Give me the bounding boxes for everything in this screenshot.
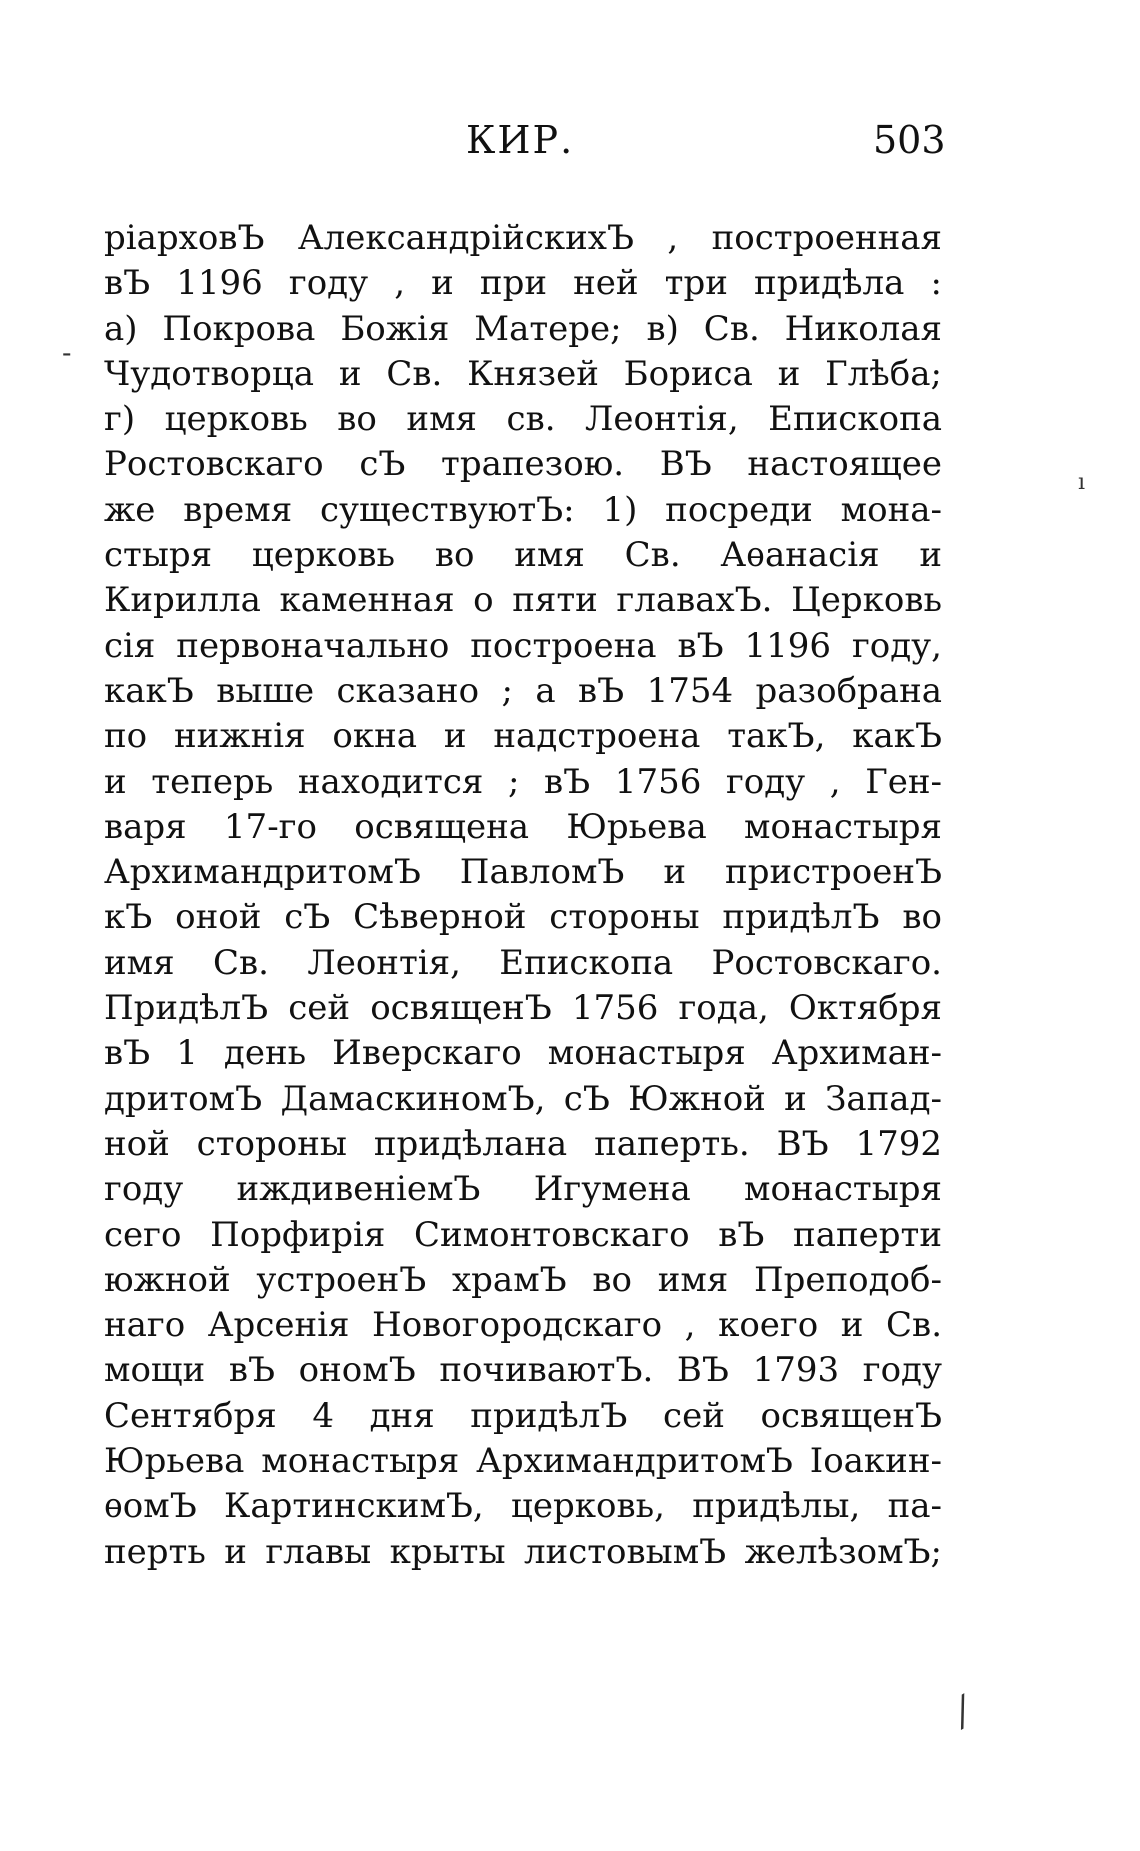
text-line: сего Порфирія Симонтовскаго вЪ паперти	[104, 1214, 942, 1255]
text-line: варя 17-го освящена Юрьева монастыря	[104, 806, 942, 847]
text-line: АрхимандритомЪ ПавломЪ и пристроенЪ	[104, 852, 942, 893]
page-header	[0, 118, 1140, 168]
text-line: по нижнія окна и надстроена такЪ, какЪ	[104, 716, 942, 757]
text-line: ріарховЪ АлександрійскихЪ , построенная	[104, 218, 942, 258]
text-line: Чудотворца и Св. Князей Бориса и Глѣба;	[104, 353, 942, 394]
text-line: наго Арсенія Новогородскаго , коего и Св.	[104, 1305, 942, 1346]
text-line: мощи вЪ ономЪ почиваютЪ. ВЪ 1793 году	[104, 1350, 942, 1391]
text-line: а) Покрова Божія Матере; в) Св. Николая	[104, 308, 942, 349]
margin-flourish-mark: ⁄	[948, 1691, 978, 1735]
text-line: дритомЪ ДамаскиномЪ, сЪ Южной и Запад-	[104, 1078, 942, 1119]
margin-dash-mark: -	[62, 336, 72, 369]
text-line: перть и главы крыты листовымЪ желѣзомЪ;	[104, 1531, 942, 1572]
text-line: же время существуютЪ: 1) посреди мона-	[104, 489, 942, 530]
text-line: ѳомЪ КартинскимЪ, церковь, придѣлы, па-	[104, 1486, 942, 1527]
text-line: Сентября 4 дня придѣлЪ сей освященЪ	[104, 1395, 942, 1436]
text-line: кЪ оной сЪ Сѣверной стороны придѣлЪ во	[104, 897, 942, 938]
text-line: Ростовскаго сЪ трапезою. ВЪ настоящее	[104, 444, 942, 485]
text-line: г) церковь во имя св. Леонтія, Епископа	[104, 399, 942, 440]
margin-tick-mark: ı	[1078, 470, 1086, 495]
text-line: сія первоначально построена вЪ 1196 году,	[104, 625, 942, 666]
text-line: имя Св. Леонтія, Епископа Ростовскаго.	[104, 942, 942, 983]
text-line: Юрьева монастыря АрхимандритомЪ Іоакин-	[104, 1441, 942, 1482]
text-line: Кирилла каменная о пяти главахЪ. Церковь	[104, 580, 942, 621]
text-line: ной стороны придѣлана паперть. ВЪ 1792	[104, 1123, 942, 1164]
text-line: вЪ 1 день Иверскаго монастыря Архиман-	[104, 1033, 942, 1074]
text-line: ПридѣлЪ сей освященЪ 1756 года, Октября	[104, 988, 942, 1029]
text-line: стыря церковь во имя Св. Аѳанасія и	[104, 535, 942, 576]
running-head: КИР.	[466, 118, 575, 162]
text-line: какЪ выше сказано ; а вЪ 1754 разобрана	[104, 670, 942, 711]
body-text	[104, 216, 942, 1575]
text-line: и теперь находится ; вЪ 1756 году , Ген-	[104, 761, 942, 802]
text-line: вЪ 1196 году , и при ней три придѣла :	[104, 263, 942, 304]
text-line: южной устроенЪ храмЪ во имя Преподоб-	[104, 1259, 942, 1300]
text-line: году иждивеніемЪ Игумена монастыря	[104, 1169, 942, 1210]
page-number: 503	[873, 118, 946, 162]
